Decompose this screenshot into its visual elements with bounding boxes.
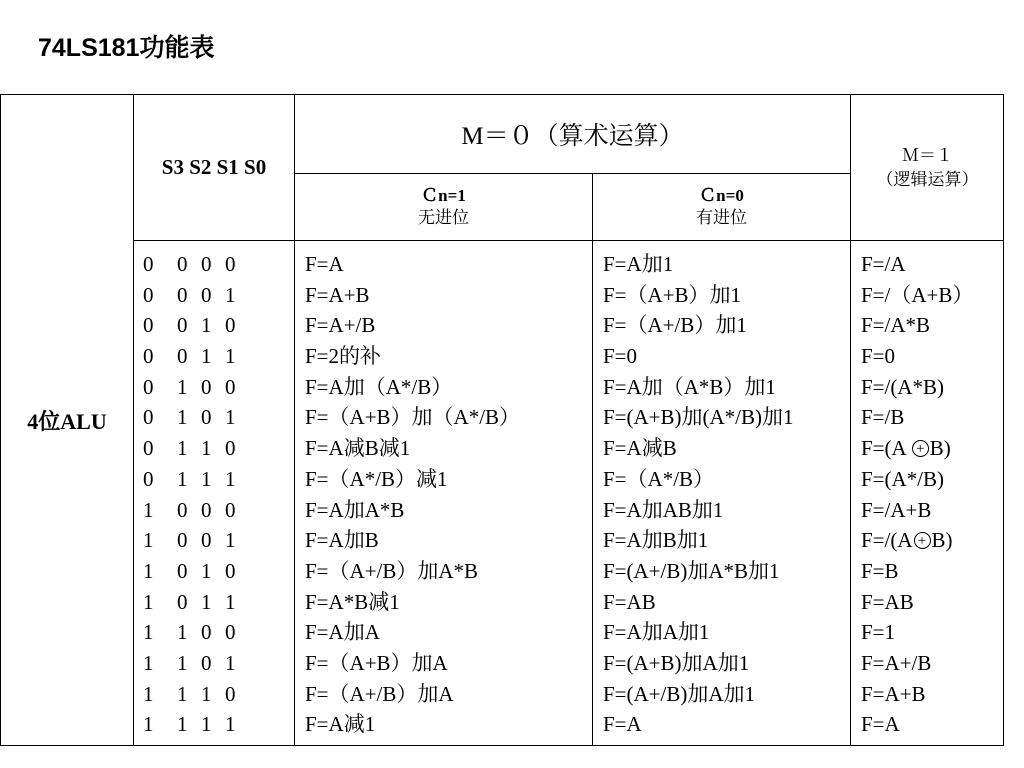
select-bit: 1 [201, 466, 212, 491]
cn1-desc: 无进位 [418, 208, 469, 227]
select-bits [143, 648, 293, 679]
carry-formula: F=(A+B)加(A*/B)加1 [603, 405, 794, 430]
select-column [143, 249, 293, 740]
select-bit: 1 [177, 436, 188, 461]
select-bit: 0 [143, 344, 154, 369]
select-bit: 1 [225, 589, 236, 614]
logic-formula-part: F=/A+B [861, 497, 932, 522]
select-bit: 1 [201, 313, 212, 338]
carry-column [603, 249, 849, 740]
logic-formula [861, 249, 1003, 280]
select-bit: 0 [143, 466, 154, 491]
select-bits [143, 525, 293, 556]
logic-formula-part: B) [929, 436, 951, 461]
no-carry-formula: F=A+/B [305, 313, 376, 338]
no-carry-formula: F=2的补 [305, 344, 382, 369]
select-bit: 1 [177, 681, 188, 706]
no-carry-formula: F=A加A*B [305, 497, 405, 522]
logic-formula [861, 495, 1003, 526]
select-bit: 0 [143, 374, 154, 399]
select-bit: 1 [143, 558, 154, 583]
select-bit: 0 [177, 589, 188, 614]
carry-formula: F=A加B加1 [603, 528, 709, 553]
select-bit: 0 [177, 344, 188, 369]
select-bit: 0 [201, 497, 212, 522]
logic-formula [861, 280, 1003, 311]
select-bit: 0 [225, 620, 236, 645]
logic-header [851, 95, 1004, 240]
carry-formula: F=（A+B）加1 [603, 282, 742, 307]
select-bit: 1 [143, 497, 154, 522]
select-bit: 0 [225, 436, 236, 461]
select-bit: 1 [143, 712, 154, 737]
select-bit: 1 [177, 712, 188, 737]
carry-formula: F=(A+/B)加A加1 [603, 681, 756, 706]
logic-column [861, 249, 1003, 740]
logic-formula [861, 648, 1003, 679]
select-bit: 1 [201, 589, 212, 614]
carry-formula: F=A加AB加1 [603, 497, 724, 522]
select-bits [143, 587, 293, 618]
select-bit: 1 [177, 650, 188, 675]
carry-header [593, 174, 850, 240]
carry-formula: F=(A+B)加A加1 [603, 650, 750, 675]
logic-formula [861, 525, 1003, 556]
select-bit: 0 [143, 405, 154, 430]
no-carry-column [305, 249, 591, 740]
select-bit: 1 [225, 650, 236, 675]
logic-formula-part: F=A+B [861, 681, 926, 706]
select-bit: 0 [201, 528, 212, 553]
select-bit: 1 [225, 528, 236, 553]
carry-formula: F=A加（A*B）加1 [603, 374, 776, 399]
select-bit: 0 [201, 374, 212, 399]
cn0-label: Ｃn=0 [699, 186, 744, 205]
select-bits [143, 464, 293, 495]
table-divider [592, 173, 593, 746]
cn1-label: Ｃn=1 [421, 186, 466, 205]
select-bits [143, 310, 293, 341]
no-carry-formula: F=A*B减1 [305, 589, 400, 614]
select-bit: 0 [143, 252, 154, 276]
no-carry-header [295, 174, 592, 240]
logic-formula [861, 402, 1003, 433]
logic-formula [861, 679, 1003, 710]
select-bit: 0 [143, 282, 154, 307]
carry-formula: F=A加A加1 [603, 620, 710, 645]
select-bit: 0 [143, 313, 154, 338]
xor-symbol-icon: + [914, 532, 931, 549]
select-bit: 0 [201, 620, 212, 645]
logic-formula [861, 341, 1003, 372]
m1-label: Ｍ＝１ [902, 145, 953, 165]
select-bit: 0 [143, 436, 154, 461]
select-bits [143, 341, 293, 372]
cn0-desc: 有进位 [696, 208, 747, 227]
select-bit: 0 [225, 681, 236, 706]
select-bit: 1 [225, 405, 236, 430]
no-carry-formula: F=A加A [305, 620, 380, 645]
select-bit: 1 [201, 436, 212, 461]
select-bit: 1 [177, 620, 188, 645]
logic-formula-part: B) [931, 528, 953, 553]
select-bit: 1 [225, 282, 236, 307]
select-bit: 0 [225, 313, 236, 338]
select-bit: 1 [143, 650, 154, 675]
logic-formula-part: F=1 [861, 620, 896, 645]
carry-formula: F=(A+/B)加A*B加1 [603, 558, 780, 583]
select-bit: 0 [225, 374, 236, 399]
carry-formula: F=A加1 [603, 252, 674, 276]
select-bits [143, 433, 293, 464]
select-bit: 1 [143, 528, 154, 553]
select-bits [143, 402, 293, 433]
select-bit: 1 [177, 374, 188, 399]
select-bit: 0 [225, 558, 236, 583]
select-bit: 1 [143, 681, 154, 706]
table-divider [133, 240, 1004, 241]
carry-formula: F=AB [603, 589, 656, 614]
logic-formula [861, 464, 1003, 495]
logic-formula [861, 372, 1003, 403]
select-bit: 1 [177, 405, 188, 430]
select-bit: 0 [177, 282, 188, 307]
select-bit: 0 [225, 497, 236, 522]
select-bit: 1 [225, 344, 236, 369]
carry-formula: F=A [603, 712, 642, 737]
logic-formula [861, 587, 1003, 618]
no-carry-formula: F=A减B减1 [305, 436, 411, 461]
select-bits [143, 372, 293, 403]
select-bit: 1 [177, 466, 188, 491]
no-carry-formula: F=A加B [305, 528, 379, 553]
logic-formula-part: F=0 [861, 344, 896, 369]
logic-formula-part: F=/B [861, 405, 905, 430]
select-bits [143, 280, 293, 311]
carry-formula: F=0 [603, 344, 638, 369]
select-bit: 1 [201, 558, 212, 583]
select-bit: 0 [177, 313, 188, 338]
select-bit: 1 [143, 589, 154, 614]
carry-formula: F=A减B [603, 436, 677, 461]
row-group-label: 4位ALU [27, 408, 107, 434]
select-bit: 0 [177, 558, 188, 583]
logic-formula [861, 709, 1003, 740]
no-carry-formula: F=（A+/B）加A [305, 681, 454, 706]
logic-formula-part: F=(A [861, 436, 911, 461]
select-bit: 1 [143, 620, 154, 645]
no-carry-formula: F=A+B [305, 282, 370, 307]
select-bits [143, 617, 293, 648]
no-carry-formula: F=A加（A*/B） [305, 374, 453, 399]
logic-formula-part: F=B [861, 558, 899, 583]
logic-formula-part: F=/(A [861, 528, 913, 553]
carry-formula: F=（A*/B） [603, 466, 715, 491]
select-bit: 1 [201, 344, 212, 369]
logic-formula-part: F=A [861, 712, 900, 737]
logic-formula-part: F=/(A*B) [861, 374, 945, 399]
logic-formula-part: F=A+/B [861, 650, 932, 675]
no-carry-formula: F=A [305, 252, 344, 276]
xor-symbol-icon: + [912, 440, 929, 457]
page-title: 74LS181功能表 [38, 34, 215, 62]
select-header: S3 S2 S1 S0 [161, 155, 267, 179]
arithmetic-header: M＝０（算术运算） [461, 123, 684, 150]
select-bit: 1 [225, 712, 236, 737]
select-bit: 1 [201, 712, 212, 737]
select-bits [143, 679, 293, 710]
select-bit: 0 [177, 497, 188, 522]
logic-formula [861, 556, 1003, 587]
select-bit: 0 [201, 650, 212, 675]
select-bits [143, 495, 293, 526]
select-bit: 0 [177, 252, 188, 276]
select-bit: 0 [201, 405, 212, 430]
select-bit: 0 [201, 282, 212, 307]
no-carry-formula: F=（A+B）加（A*/B） [305, 405, 521, 430]
logic-formula [861, 617, 1003, 648]
select-bit: 0 [201, 252, 212, 276]
select-bit: 0 [225, 252, 236, 276]
logic-formula-part: F=(A*/B) [861, 466, 945, 491]
select-bit: 1 [201, 681, 212, 706]
logic-formula-part: F=/（A+B） [861, 282, 974, 307]
carry-formula: F=（A+/B）加1 [603, 313, 747, 338]
logic-formula-part: F=AB [861, 589, 914, 614]
no-carry-formula: F=（A+B）加A [305, 650, 448, 675]
logic-formula [861, 433, 1003, 464]
no-carry-formula: F=A减1 [305, 712, 376, 737]
m1-desc: （逻辑运算） [876, 169, 979, 189]
no-carry-formula: F=（A*/B）减1 [305, 466, 448, 491]
select-bit: 1 [225, 466, 236, 491]
logic-formula-part: F=/A [861, 252, 906, 276]
select-bit: 0 [177, 528, 188, 553]
no-carry-formula: F=（A+/B）加A*B [305, 558, 479, 583]
logic-formula [861, 310, 1003, 341]
select-bits [143, 556, 293, 587]
select-bits [143, 709, 293, 740]
logic-formula-part: F=/A*B [861, 313, 931, 338]
select-bits [143, 249, 293, 280]
